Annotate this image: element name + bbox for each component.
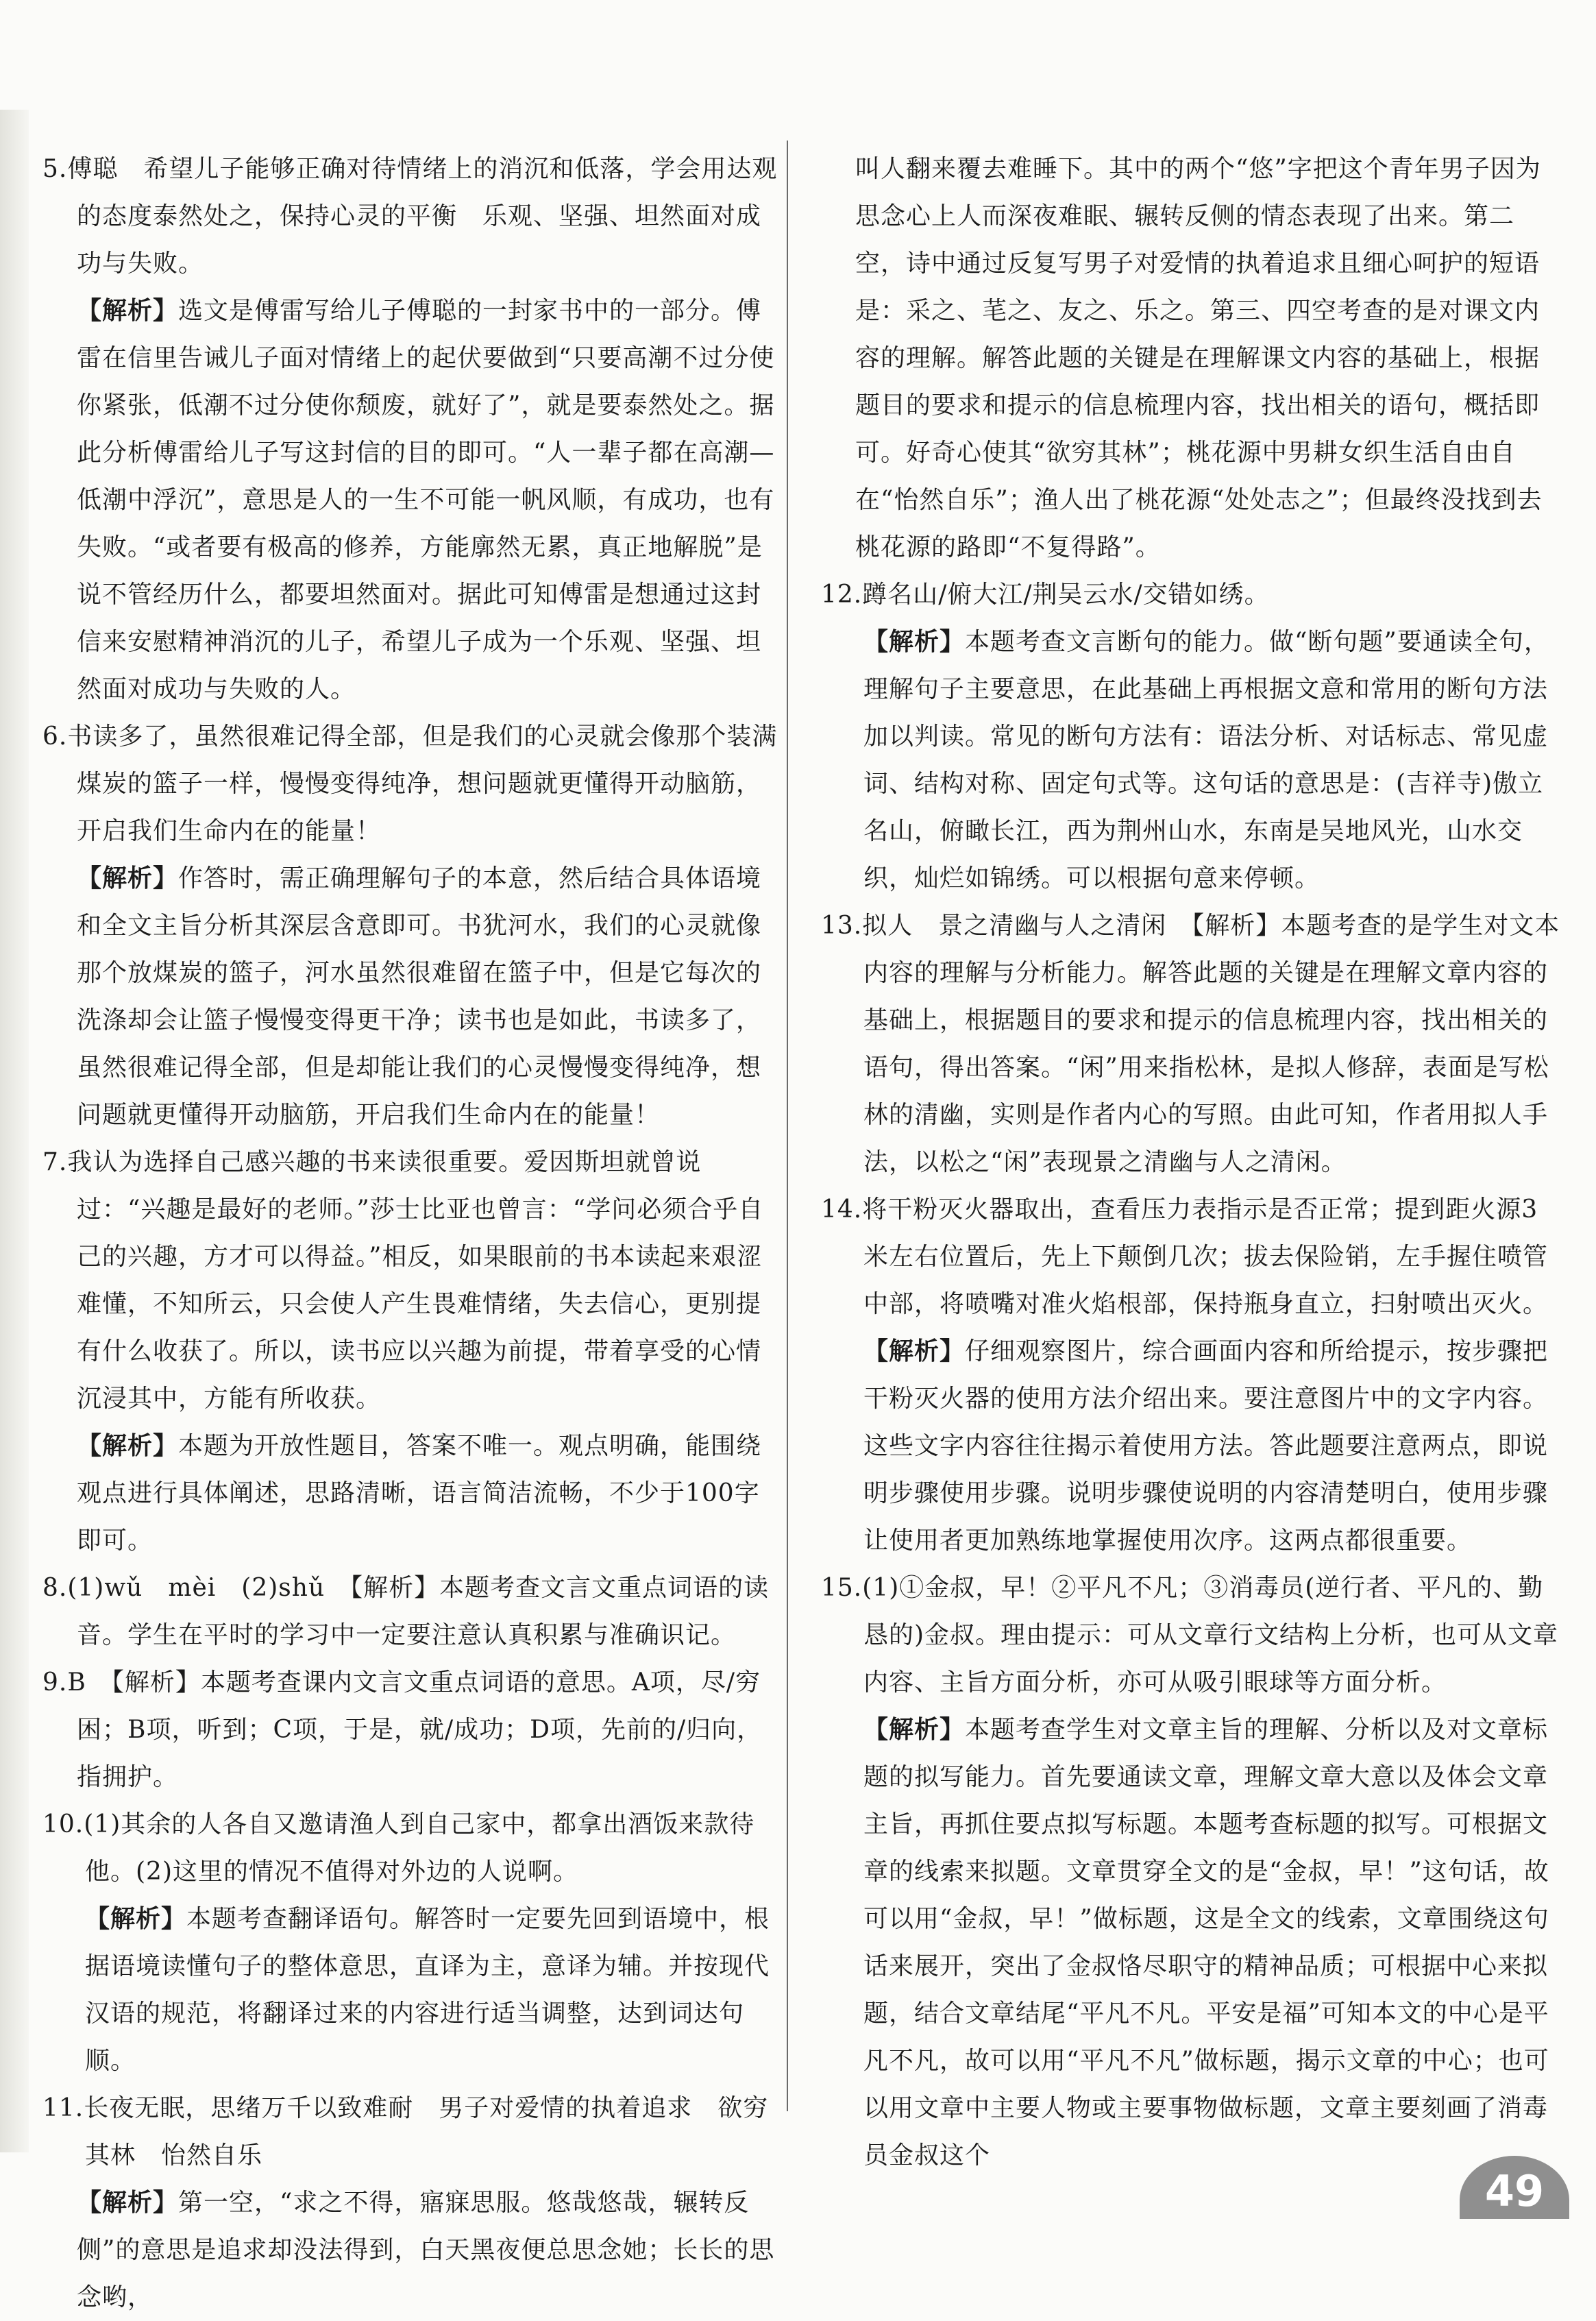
explanation-text: 第一空，“求之不得，寤寐思服。悠哉悠哉，辗转反侧”的意思是追求却没法得到，白天黑夜便总思念她；长长的思念哟，: [77, 2189, 775, 2311]
explanation-tag: 【解析】: [77, 297, 179, 325]
answer-text: (1)wǔ mèi (2)shǔ 【解析】本题考查文言文重点词语的读音。学生在平时的学习中一定要注意认真积累与准确识记。: [67, 1574, 770, 1649]
question-8: [42, 1564, 783, 1659]
explanation-tag: 【解析】: [863, 628, 966, 656]
page-binding-edge: [0, 110, 29, 2152]
explanation-text: 作答时，需正确理解句子的本意，然后结合具体语境和全文主旨分析其深层含意即可。书犹河水，我们的心灵就像那个放煤炭的篮子，河水虽然很难留在篮子中，但是它每次的洗涤却会让篮子慢慢变得更干净；读书也是如此，书读多了，虽然很难记得全部，但是却能让我们的心灵慢慢变得纯净，想问题就更懂得开动脑筋，开启我们生命内在的能量！: [77, 864, 762, 1129]
answer-text: 我认为选择自己感兴趣的书来读很重要。爱因斯坦就曾说过：“兴趣是最好的老师。”莎士比亚也曾言：“学问必须合乎自己的兴趣，方才可以得益。”相反，如果眼前的书本读起来艰涩难懂，不知所云，只会使人产生畏难情绪，失去信心，更别提有什么收获了。所以，读书应以兴趣为前提，带着享受的心情沉浸其中，方能有所收获。: [67, 1148, 764, 1413]
answer-text: 书读多了，虽然很难记得全部，但是我们的心灵就会像那个装满煤炭的篮子一样，慢慢变得纯净，想问题就更懂得开动脑筋，开启我们生命内在的能量！: [67, 722, 778, 845]
question-number: 5.: [42, 155, 68, 183]
question-number: 13.: [821, 912, 863, 940]
explanation-tag: 【解析】: [85, 1905, 187, 1933]
answer-text: B 【解析】本题考查课内文言文重点词语的意思。A项，尽/穷困；B项，听到；C项，于是，就/成功；D项，先前的/归向，指拥护。: [67, 1668, 763, 1791]
question-12: [821, 571, 1561, 902]
question-6: [42, 713, 783, 1139]
question-9: [42, 1659, 783, 1801]
question-10: [42, 1801, 783, 2085]
question-15: [821, 1564, 1561, 2179]
explanation-tag: 【解析】: [77, 1432, 179, 1460]
explanation-text: 本题考查翻译语句。解答时一定要先回到语境中，根据语境读懂句子的整体意思，直译为主，意译为辅。并按现代汉语的规范，将翻译过来的内容进行适当调整，达到词达句顺。: [85, 1905, 770, 2075]
explanation-text: 本题为开放性题目，答案不唯一。观点明确，能围绕观点进行具体阐述，思路清晰，语言简洁流畅，不少于100字即可。: [77, 1432, 762, 1555]
answer-text: (1)①金叔，早！②平凡不凡；③消毒员(逆行者、平凡的、勤恳的)金叔。理由提示：可从文章行文结构上分析，也可从文章内容、主旨方面分析，亦可从吸引眼球等方面分析。: [862, 1574, 1559, 1697]
answer-text: 傅聪 希望儿子能够正确对待情绪上的消沉和低落，学会用达观的态度泰然处之，保持心灵的平衡 乐观、坚强、坦然面对成功与失败。: [67, 155, 778, 278]
right-column: [821, 145, 1561, 2179]
column-divider: [787, 141, 788, 2111]
question-11: [42, 2085, 783, 2321]
answer-text: 将干粉灭火器取出，查看压力表指示是否正常；提到距火源3米左右位置后，先上下颠倒几次；拔去保险销，左手握住喷管中部，将喷嘴对准火焰根部，保持瓶身直立，扫射喷出灭火。: [862, 1195, 1549, 1318]
question-13: [821, 902, 1561, 1186]
page-number-badge: 49: [1460, 2156, 1569, 2219]
question-number: 12.: [821, 581, 863, 609]
answer-text: 蹲名山/俯大江/荆吴云水/交错如绣。: [862, 581, 1270, 609]
question-5: [42, 145, 783, 713]
explanation-text: 本题考查文言断句的能力。做“断句题”要通读全句，理解句子主要意思，在此基础上再根据文意和常用的断句方法加以判读。常见的断句方法有：语法分析、对话标志、常见虚词、结构对称、固定句式等。这句话的意思是：(吉祥寺)傲立名山，俯瞰长江，西为荆州山水，东南是吴地风光，山水交织，灿烂如锦绣。可以根据句意来停顿。: [863, 628, 1549, 892]
explanation-tag: 【解析】: [863, 1716, 966, 1744]
question-number: 6.: [42, 722, 68, 751]
question-14: [821, 1186, 1561, 1564]
answer-text: 长夜无眠，思绪万千以致难耐 男子对爱情的执着追求 欲穷其林 怡然自乐: [84, 2094, 769, 2170]
explanation-tag: 【解析】: [863, 1337, 966, 1365]
explanation-tag: 【解析】: [77, 864, 179, 892]
explanation-tag: 【解析】: [77, 2189, 179, 2217]
answer-text: (1)其余的人各自又邀请渔人到自己家中，都拿出酒饭来款待他。(2)这里的情况不值得对外边的人说啊。: [84, 1810, 755, 1886]
question-number: 8.: [42, 1574, 68, 1602]
question-number: 14.: [821, 1195, 863, 1224]
question-number: 10.: [42, 1810, 84, 1838]
explanation-text: 选文是傅雷写给儿子傅聪的一封家书中的一部分。傅雷在信里告诫儿子面对情绪上的起伏要做到“只要高潮不过分使你紧张，低潮不过分使你颓废，就好了”，就是要泰然处之。据此分析傅雷给儿子写这封信的目的即可。“人一辈子都在高潮—低潮中浮沉”，意思是人的一生不可能一帆风顺，有成功，也有失败。“或者要有极高的修养，方能廓然无累，真正地解脱”是说不管经历什么，都要坦然面对。据此可知傅雷是想通过这封信来安慰精神消沉的儿子，希望儿子成为一个乐观、坚强、坦然面对成功与失败的人。: [77, 297, 775, 703]
question-number: 11.: [42, 2094, 84, 2122]
answer-text: 拟人 景之清幽与人之清闲 【解析】本题考查的是学生对文本内容的理解与分析能力。解答此题的关键是在理解文章内容的基础上，根据题目的要求和提示的信息梳理内容，找出相关的语句，得出答案。“闲”用来指松林，是拟人修辞，表面是写松林的清幽，实则是作者内心的写照。由此可知，作者用拟人手法，以松之“闲”表现景之清幽与人之清闲。: [862, 912, 1560, 1176]
question-7: [42, 1139, 783, 1564]
question-number: 15.: [821, 1574, 863, 1602]
left-column: [42, 145, 783, 2321]
explanation-text: 仔细观察图片，综合画面内容和所给提示，按步骤把干粉灭火器的使用方法介绍出来。要注意图片中的文字内容。这些文字内容往往揭示着使用方法。答此题要注意两点，即说明步骤使用步骤。说明步骤使说明的内容清楚明白，使用步骤让使用者更加熟练地掌握使用次序。这两点都很重要。: [863, 1337, 1549, 1555]
question-number: 7.: [42, 1148, 68, 1176]
question-number: 9.: [42, 1668, 68, 1697]
explanation-text: 叫人翻来覆去难睡下。其中的两个“悠”字把这个青年男子因为思念心上人而深夜难眠、辗转反侧的情态表现了出来。第二空，诗中通过反复写男子对爱情的执着追求且细心呵护的短语是：采之、芼之、友之、乐之。第三、四空考查的是对课文内容的理解。解答此题的关键是在理解课文内容的基础上，根据题目的要求和提示的信息梳理内容，找出相关的语句，概括即可。好奇心使其“欲穷其林”；桃花源中男耕女织生活自由自在“怡然自乐”；渔人出了桃花源“处处志之”；但最终没找到去桃花源的路即“不复得路”。: [855, 155, 1543, 561]
explanation-text: 本题考查学生对文章主旨的理解、分析以及对文章标题的拟写能力。首先要通读文章，理解文章大意以及体会文章主旨，再抓住要点拟写标题。本题考查标题的拟写。可根据文章的线索来拟题。文章贯穿全文的是“金叔，早！”这句话，故可以用“金叔，早！”做标题，这是全文的线索，文章围绕这句话来展开，突出了金叔恪尽职守的精神品质；可根据中心来拟题，结合文章结尾“平凡不凡。平安是福”可知本文的中心是平凡不凡，故可以用“平凡不凡”做标题，揭示文章的中心；也可以用文章中主要人物或主要事物做标题，文章主要刻画了消毒员金叔这个: [863, 1716, 1549, 2170]
question-11-continued: [821, 145, 1561, 571]
